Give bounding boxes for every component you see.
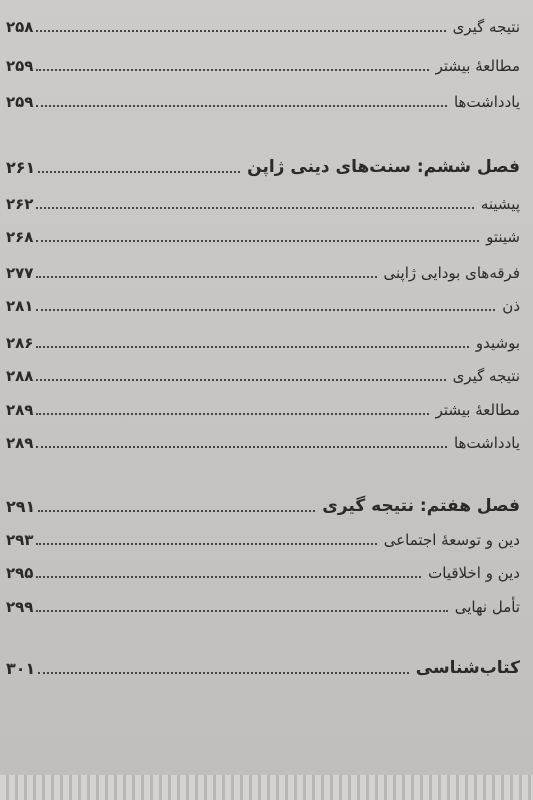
- bibliography-title: کتاب‌شناسی: [415, 658, 520, 678]
- toc-entry-title: شینتو: [486, 228, 520, 246]
- toc-entry-title: دین و اخلاقیات: [428, 564, 520, 582]
- toc-entry-title: نتیجه گیری: [452, 18, 520, 36]
- dot-leader: [36, 69, 428, 71]
- dot-leader: [36, 379, 445, 381]
- toc-entry-page: ۲۸۸: [6, 367, 34, 385]
- toc-entry-title: مطالعهٔ بیشتر: [435, 57, 520, 75]
- dot-leader: [36, 610, 447, 612]
- dot-leader: [36, 105, 446, 107]
- chapter-page: ۲۹۱: [6, 497, 36, 516]
- toc-entry-title: تأمل نهایی: [454, 598, 520, 616]
- toc-entry-page: ۲۶۲: [6, 195, 34, 213]
- toc-entry-title: فرقه‌های بودایی ژاپنی: [383, 264, 520, 282]
- toc-entry-page: ۲۸۹: [6, 401, 34, 419]
- dot-leader: [36, 309, 495, 311]
- dot-leader: [38, 672, 408, 674]
- toc-entry-page: ۲۹۵: [6, 564, 34, 582]
- toc-entry: [6, 80, 520, 110]
- toc-entry: [6, 182, 520, 212]
- dot-leader: [36, 543, 376, 545]
- toc-entry-title: نتیجه گیری: [452, 367, 520, 385]
- bibliography-page: ۳۰۱: [6, 659, 36, 678]
- dot-leader: [36, 207, 473, 209]
- toc-chapter-entry: [6, 146, 520, 176]
- toc-entry-page: ۲۹۹: [6, 598, 34, 616]
- toc-entry: [6, 44, 520, 74]
- dot-leader: [36, 346, 468, 348]
- toc-entry: [6, 354, 520, 384]
- page-edge: [0, 775, 533, 800]
- toc-entry-title: پیشینه: [480, 195, 520, 213]
- toc-entry-page: ۲۶۸: [6, 228, 34, 246]
- dot-leader: [36, 240, 479, 242]
- toc-entry-title: بوشیدو: [475, 334, 520, 352]
- toc-entry-page: ۲۸۶: [6, 334, 34, 352]
- toc-entry: [6, 284, 520, 314]
- toc-entry-page: ۲۵۹: [6, 93, 34, 111]
- toc-entry-page: ۲۵۸: [6, 18, 34, 36]
- toc-entry-title: یادداشت‌ها: [453, 434, 520, 452]
- dot-leader: [36, 276, 376, 278]
- toc-bibliography-entry: [6, 647, 520, 677]
- toc-entry: [6, 585, 520, 615]
- toc-chapter-entry: [6, 485, 520, 515]
- toc-entry: [6, 251, 520, 281]
- chapter-title: فصل هفتم: نتیجه گیری: [322, 496, 520, 516]
- toc-entry-page: ۲۸۹: [6, 434, 34, 452]
- chapter-title: فصل ششم: سنت‌های دینی ژاپن: [247, 157, 520, 177]
- toc-entry-title: دین و توسعهٔ اجتماعی: [383, 531, 520, 549]
- toc-entry: [6, 551, 520, 581]
- toc-entry: [6, 5, 520, 35]
- toc-entry-page: ۲۵۹: [6, 57, 34, 75]
- dot-leader: [36, 413, 428, 415]
- toc-entry-page: ۲۹۳: [6, 531, 34, 549]
- toc-entry: [6, 215, 520, 245]
- dot-leader: [36, 576, 421, 578]
- dot-leader: [36, 30, 445, 32]
- toc-entry-title: ذن: [502, 297, 520, 315]
- toc-entry-page: ۲۸۱: [6, 297, 34, 315]
- dot-leader: [38, 510, 315, 512]
- toc-entry-page: ۲۷۷: [6, 264, 34, 282]
- dot-leader: [38, 171, 240, 173]
- toc-entry: [6, 388, 520, 418]
- chapter-page: ۲۶۱: [6, 158, 36, 177]
- toc-entry: [6, 321, 520, 351]
- toc-entry: [6, 518, 520, 548]
- dot-leader: [36, 446, 446, 448]
- toc-entry-title: مطالعهٔ بیشتر: [435, 401, 520, 419]
- toc-entry-title: یادداشت‌ها: [453, 93, 520, 111]
- toc-entry: [6, 421, 520, 451]
